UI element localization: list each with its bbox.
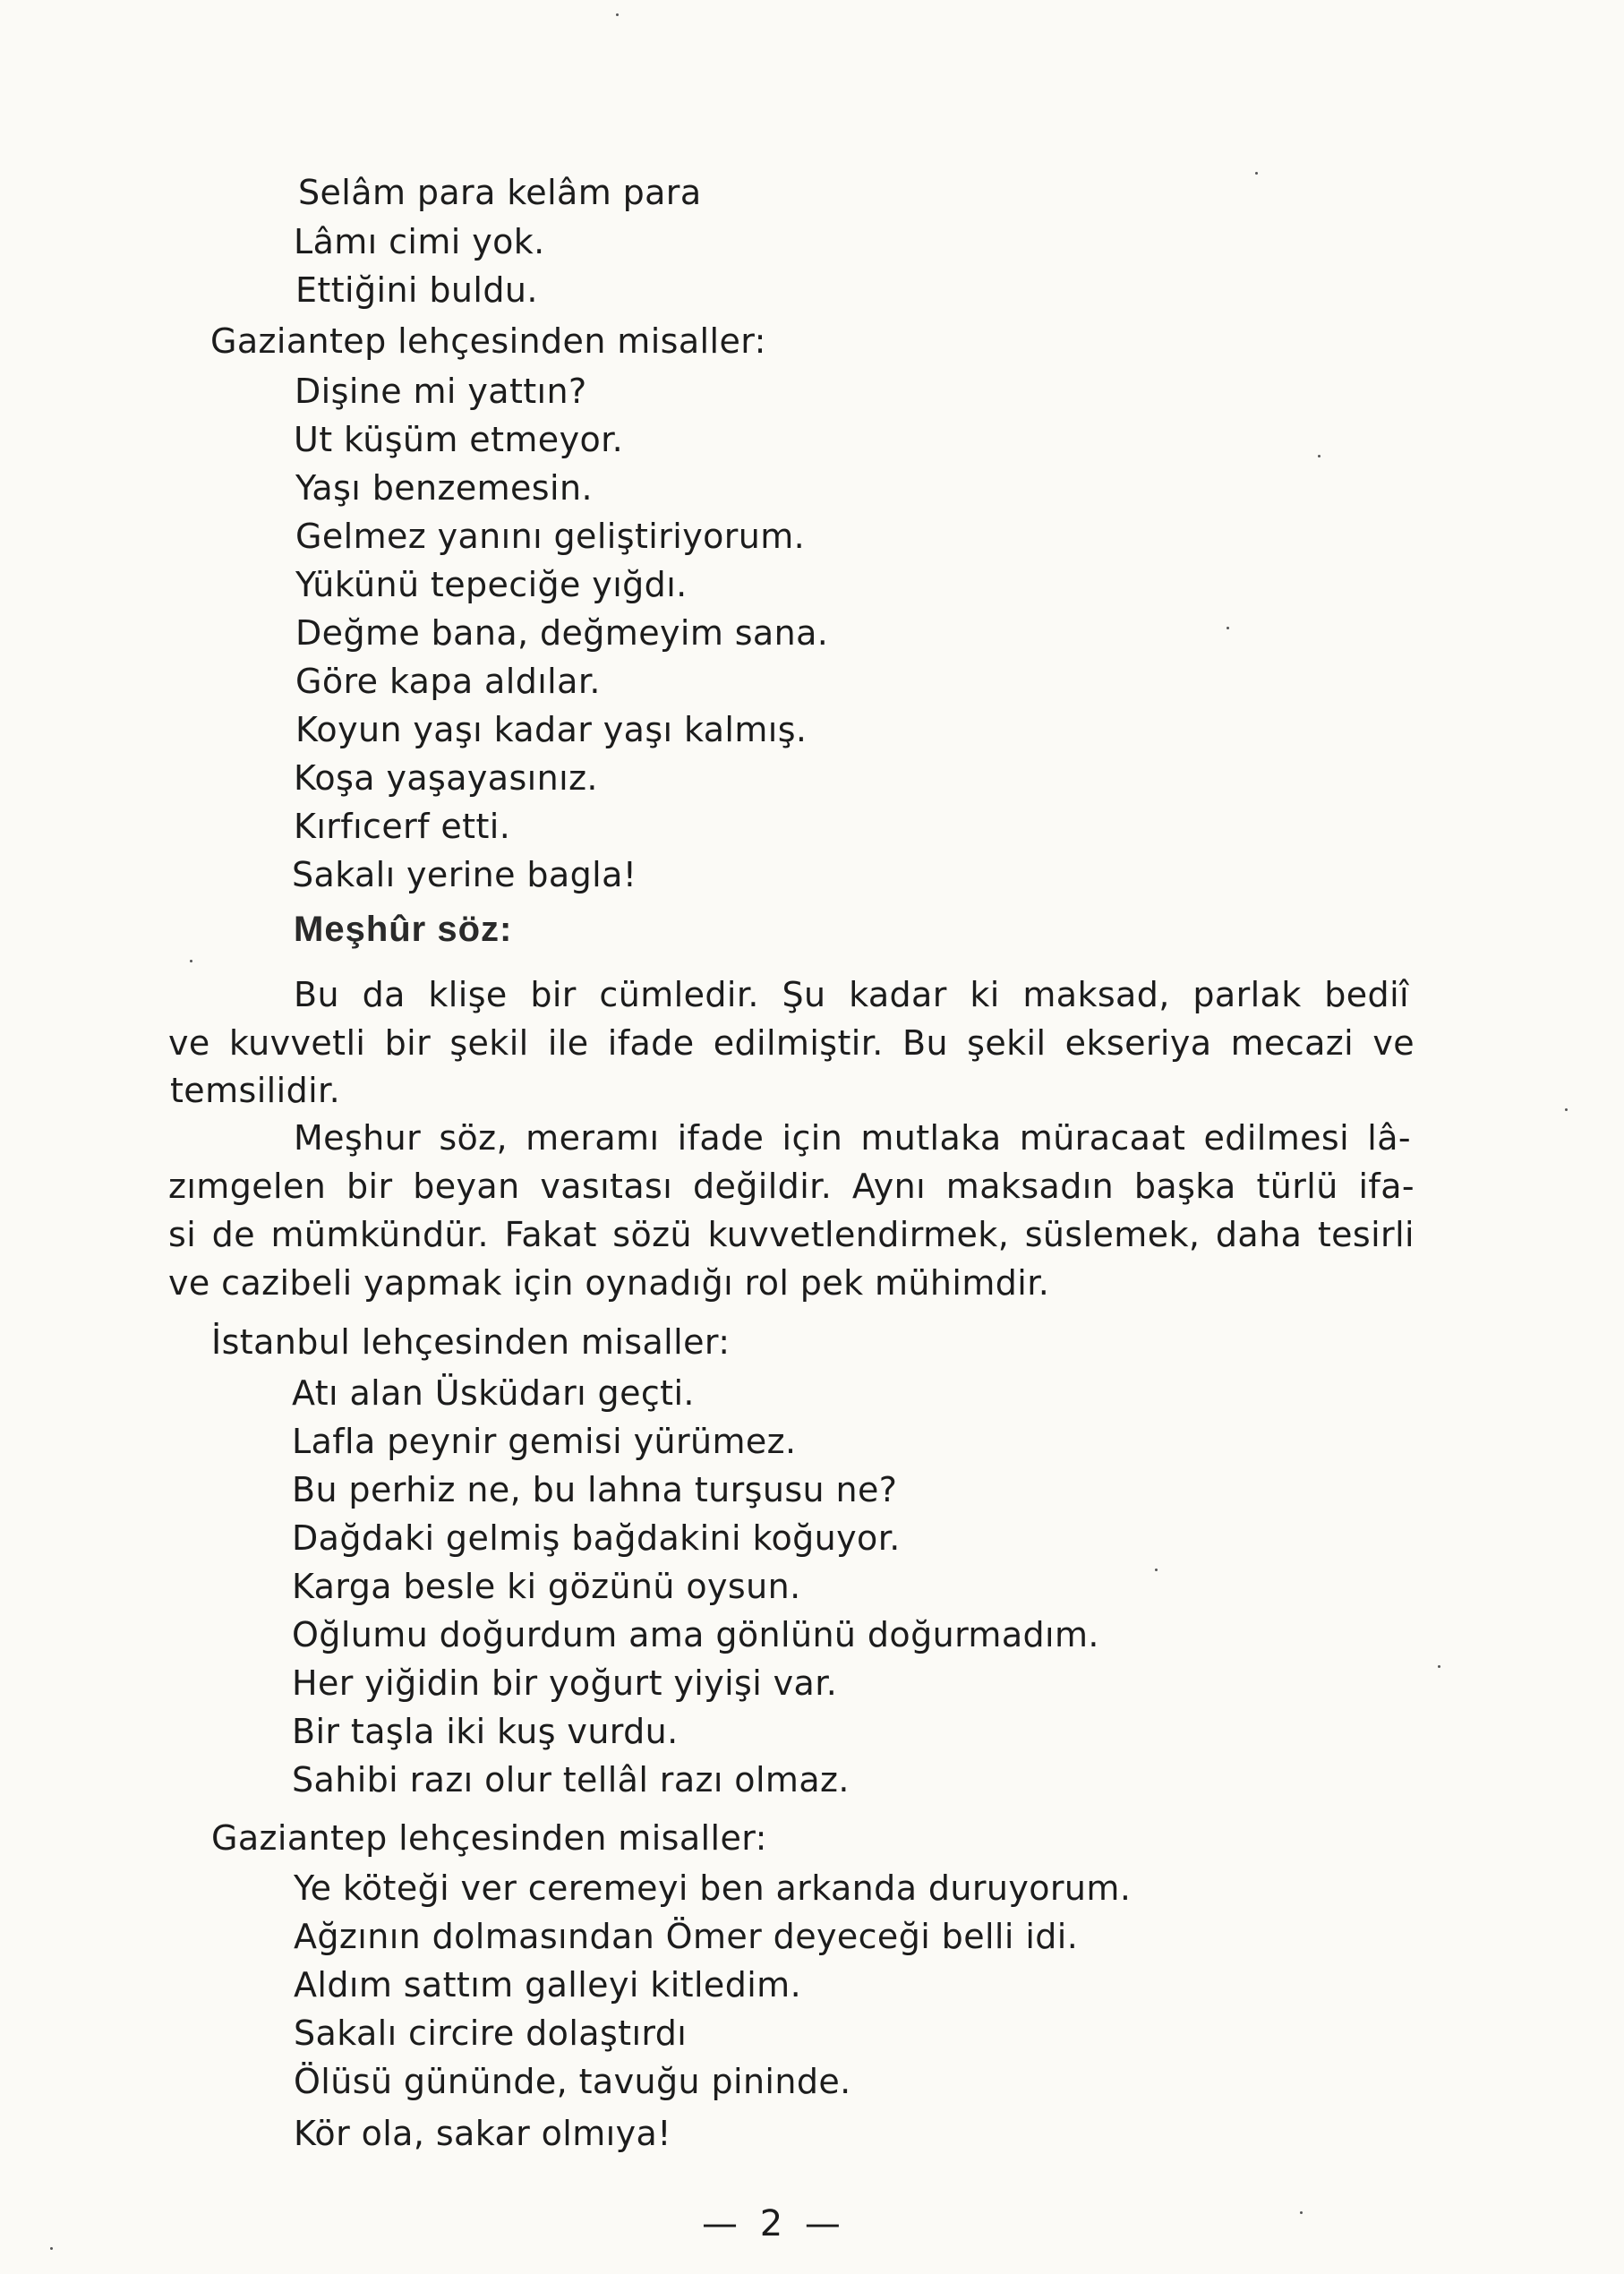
proverb-line: Gelmez yanını geliştiriyorum. <box>295 517 806 556</box>
scan-speck <box>1227 627 1229 629</box>
paragraph-line: zımgelen bir beyan vasıtası değildir. Aynı maksadın başka türlü ifa- <box>168 1167 1415 1206</box>
proverb-line: Dişine mi yattın? <box>295 372 587 411</box>
proverb-line: Ye köteği ver ceremeyi ben arkanda duruyorum. <box>294 1868 1132 1908</box>
scan-speck <box>50 2247 53 2250</box>
paragraph-line: ve cazibeli yapmak için oynadığı rol pek mühimdir. <box>168 1263 1050 1303</box>
proverb-line: Ettiğini buldu. <box>295 270 538 310</box>
proverb-line: Oğlumu doğurdum ama gönlünü doğurmadım. <box>292 1615 1099 1654</box>
proverb-line: Değme bana, değmeyim sana. <box>295 613 829 653</box>
proverb-line: Lafla peynir gemisi yürümez. <box>292 1422 797 1461</box>
scan-speck <box>1438 1665 1440 1668</box>
section-heading: Meşhûr söz: <box>294 910 513 949</box>
proverb-line: Sahibi razı olur tellâl razı olmaz. <box>292 1760 850 1800</box>
proverb-line: Sakalı yerine bagla! <box>292 855 637 894</box>
proverb-line: Ağzının dolmasından Ömer deyeceği belli idi. <box>294 1917 1079 1956</box>
paragraph-line: Bu da klişe bir cümledir. Şu kadar ki maksad, parlak bediî <box>294 975 1409 1014</box>
proverb-line: Her yiğidin bir yoğurt yiyişi var. <box>292 1663 838 1703</box>
paragraph-line: si de mümkündür. Fakat sözü kuvvetlendirmek, süslemek, daha tesirli <box>168 1215 1415 1254</box>
scan-speck <box>616 13 619 16</box>
page-number: — 2 — <box>702 2203 846 2244</box>
proverb-line: Dağdaki gelmiş bağdakini koğuyor. <box>292 1518 901 1558</box>
proverb-line: Selâm para kelâm para <box>298 173 702 212</box>
section-header: Gaziantep lehçesinden misaller: <box>210 321 766 361</box>
proverb-line: Koyun yaşı kadar yaşı kalmış. <box>295 710 808 749</box>
proverb-line: Ölüsü gününde, tavuğu pininde. <box>294 2062 851 2101</box>
paragraph-line: ve kuvvetli bir şekil ile ifade edilmiştir. Bu şekil ekseriya mecazi ve <box>168 1023 1415 1063</box>
proverb-line: Bu perhiz ne, bu lahna turşusu ne? <box>292 1470 898 1509</box>
paragraph-line: temsilidir. <box>170 1071 341 1110</box>
scan-speck <box>190 960 192 962</box>
paragraph-line: Meşhur söz, meramı ifade için mutlaka müracaat edilmesi lâ- <box>294 1118 1411 1158</box>
proverb-line: Koşa yaşayasınız. <box>294 758 598 798</box>
section-header: Gaziantep lehçesinden misaller: <box>211 1818 767 1858</box>
proverb-line: Kör ola, sakar olmıya! <box>294 2114 671 2153</box>
proverb-line: Lâmı cimi yok. <box>294 222 545 261</box>
proverb-line: Atı alan Üsküdarı geçti. <box>292 1373 695 1413</box>
proverb-line: Karga besle ki gözünü oysun. <box>292 1567 801 1606</box>
scan-speck <box>1255 172 1258 175</box>
proverb-line: Sakalı circire dolaştırdı <box>294 2013 688 2053</box>
proverb-line: Göre kapa aldılar. <box>295 662 601 701</box>
section-header: İstanbul lehçesinden misaller: <box>211 1322 731 1362</box>
proverb-line: Aldım sattım galleyi kitledim. <box>294 1965 802 2005</box>
proverb-line: Bir taşla iki kuş vurdu. <box>292 1712 679 1751</box>
scan-speck <box>1318 455 1321 457</box>
proverb-line: Kırfıcerf etti. <box>294 807 511 846</box>
proverb-line: Yükünü tepeciğe yığdı. <box>295 565 688 604</box>
proverb-line: Yaşı benzemesin. <box>295 468 593 508</box>
scan-speck <box>1155 1569 1158 1571</box>
proverb-line: Ut küşüm etmeyor. <box>294 420 624 459</box>
scan-speck <box>1300 2211 1303 2214</box>
scan-speck <box>1565 1108 1568 1111</box>
